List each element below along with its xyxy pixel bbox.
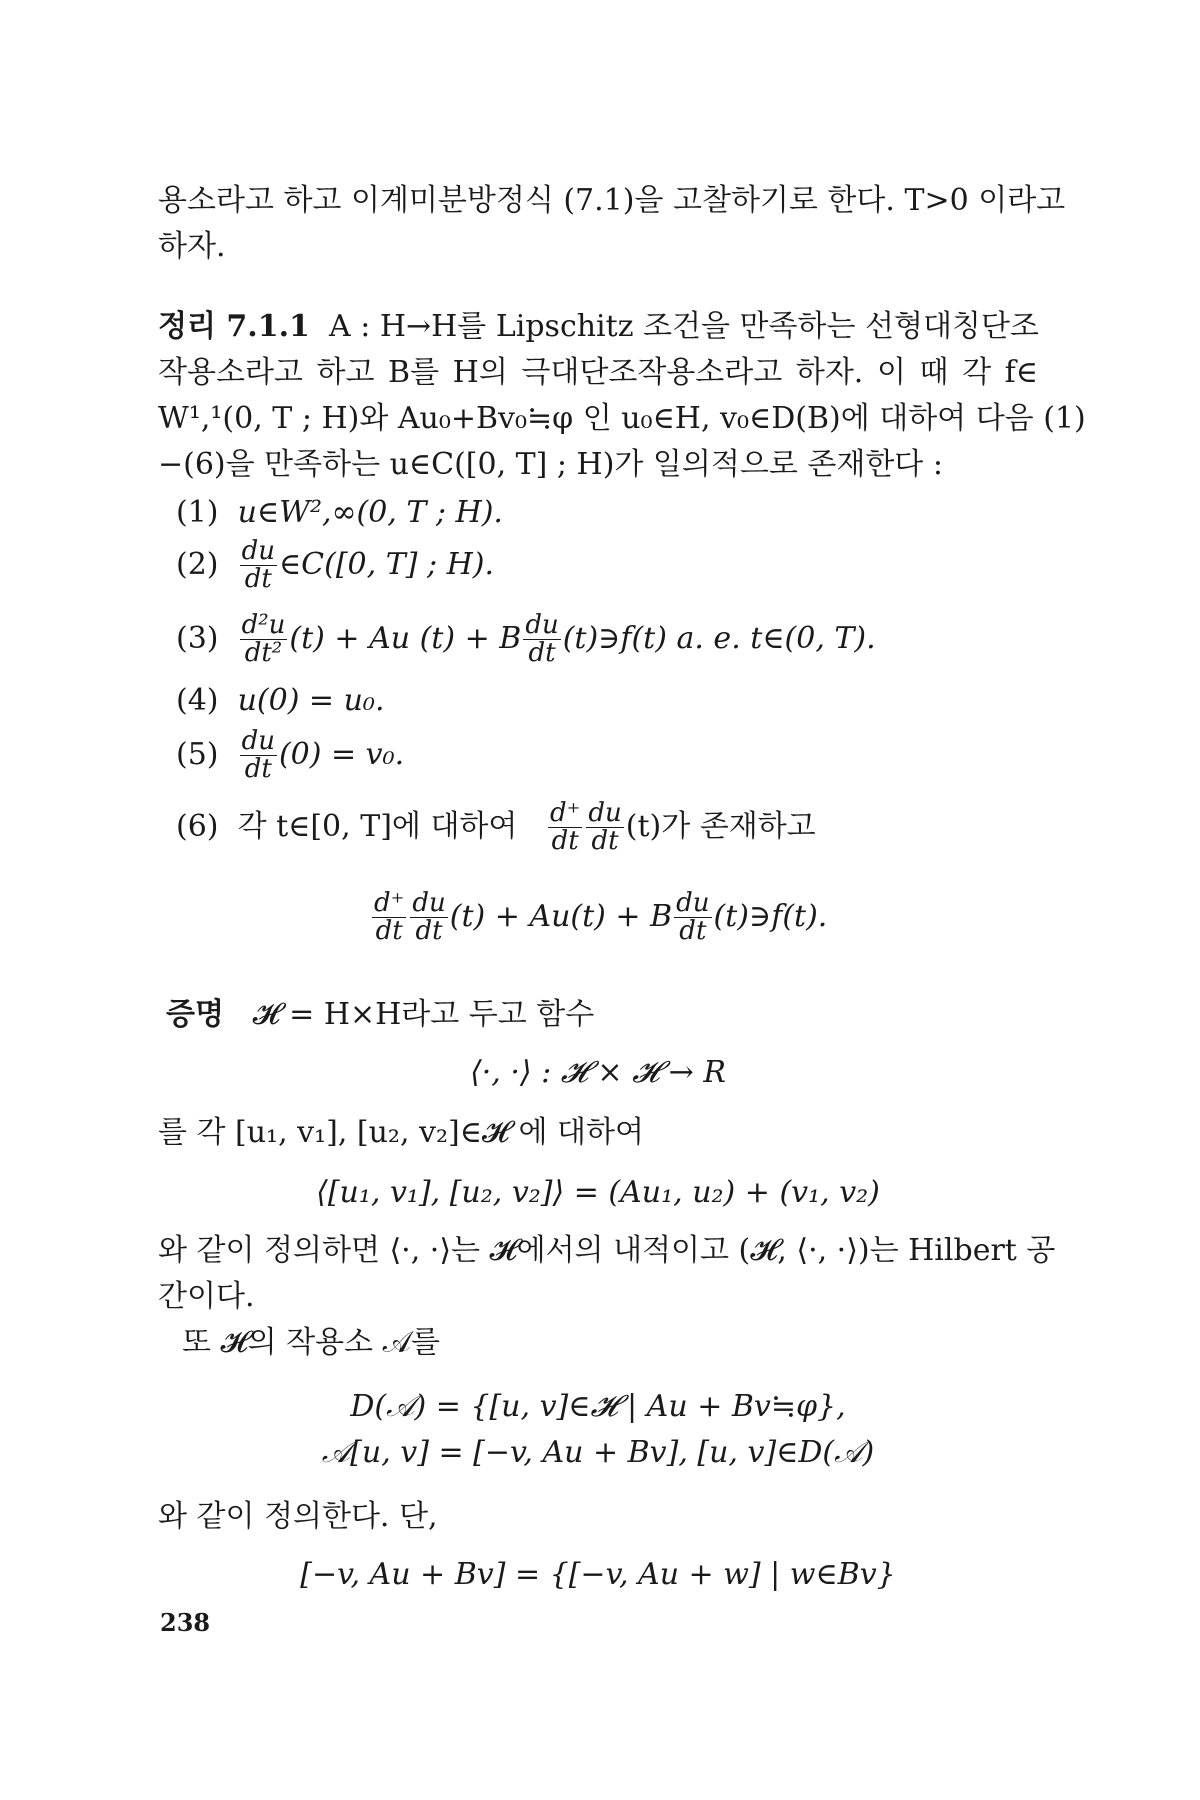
- item-2-rest: ∈C([0, T] ; H).: [278, 546, 494, 582]
- proof-equation-3: D(𝒜) = {[u, v]∈𝓗 | Au + Bv≒φ},: [350, 1389, 846, 1424]
- fraction-denominator: dt: [586, 827, 623, 855]
- item-2-number: (2): [176, 546, 219, 582]
- item-1-number: (1): [176, 495, 219, 530]
- item-1-body: u∈W²,∞(0, T ; H).: [237, 495, 503, 530]
- proof-equation-1: ⟨·, ·⟩ : 𝓗 × 𝓗 → R: [470, 1055, 726, 1090]
- item-2-fraction: [240, 538, 277, 594]
- item-2: [176, 538, 494, 594]
- theorem-line-1: [158, 304, 1038, 350]
- fraction-numerator: du: [525, 610, 559, 640]
- item-3-middle: (t) + Au (t) + B: [289, 620, 522, 656]
- fraction-numerator: d⁺: [374, 888, 405, 918]
- item-6-fraction-1: [548, 800, 582, 856]
- item-5-number: (5): [176, 736, 219, 772]
- fraction-numerator: du: [412, 888, 446, 918]
- fraction-numerator: du: [241, 536, 275, 566]
- item-6: [176, 800, 816, 856]
- item-5: [176, 728, 404, 784]
- item-5-rest: (0) = v₀.: [278, 736, 405, 772]
- fraction-denominator: dt: [674, 917, 711, 945]
- item-4-body: u(0) = u₀.: [237, 683, 385, 718]
- proof-line-1-text: 𝓗 = H×H라고 두고 함수: [252, 997, 595, 1032]
- fraction-numerator: d⁺: [550, 798, 581, 828]
- fraction-denominator: dt: [240, 565, 277, 593]
- item-4: [176, 683, 385, 718]
- item-6-eq-fraction-3: [674, 890, 711, 946]
- item-3-fraction-1: [240, 612, 288, 668]
- fraction-denominator: dt: [523, 639, 560, 667]
- fraction-denominator: dt: [548, 827, 582, 855]
- item-6-number: (6): [176, 808, 219, 844]
- fraction-numerator: d²u: [241, 610, 286, 640]
- item-3: [176, 612, 876, 668]
- theorem-line-4: −(6)을 만족하는 u∈C([0, T] ; H)가 일의적으로 존재한다 :: [158, 447, 943, 482]
- item-6-pre: 각 t∈[0, T]에 대하여: [237, 808, 518, 844]
- proof-equation-2: ⟨[u₁, v₁], [u₂, v₂]⟩ = (Au₁, u₂) + (v₁, v₂): [316, 1175, 880, 1210]
- fraction-numerator: du: [588, 798, 622, 828]
- theorem-line-3: W¹,¹(0, T ; H)와 Au₀+Bv₀≒φ 인 u₀∈H, v₀∈D(B)에 대하여 다음 (1): [158, 401, 1086, 436]
- proof-line-6: 와 같이 정의한다. 단,: [158, 1499, 438, 1534]
- theorem-line-1-text: A : H→H를 Lipschitz 조건을 만족하는 선형대칭단조: [329, 309, 1039, 344]
- item-4-number: (4): [176, 683, 219, 718]
- fraction-denominator: dt: [410, 917, 447, 945]
- proof-line-3: 와 같이 정의하면 ⟨·, ·⟩는 𝓗에서의 내적이고 (𝓗, ⟨·, ·⟩)는 Hilbert 공: [158, 1233, 1056, 1268]
- fraction-numerator: du: [241, 726, 275, 756]
- proof-line-4: 간이다.: [158, 1279, 255, 1314]
- proof-line-5: 또 𝓗의 작용소 𝒜를: [182, 1325, 440, 1360]
- item-6-eq-fraction-2: [410, 890, 447, 946]
- proof-label: 증명: [166, 997, 224, 1032]
- item-6-eq-middle: (t) + Au(t) + B: [449, 898, 673, 934]
- item-6-eq-rest: (t)∋f(t).: [713, 898, 828, 934]
- item-6-eq-fraction-1: [372, 890, 406, 946]
- proof-line-2: 를 각 [u₁, v₁], [u₂, v₂]∈𝓗 에 대하여: [158, 1115, 644, 1150]
- page-number: 238: [160, 1608, 211, 1637]
- fraction-denominator: dt²: [240, 639, 288, 667]
- item-3-number: (3): [176, 620, 219, 656]
- theorem-line-2: 작용소라고 하고 B를 H의 극대단조작용소라고 하자. 이 때 각 f∈: [158, 355, 1038, 390]
- fraction-denominator: dt: [240, 755, 277, 783]
- fraction-denominator: dt: [372, 917, 406, 945]
- item-3-rest: (t)∋f(t) a. e. t∈(0, T).: [562, 620, 876, 656]
- item-3-fraction-2: [523, 612, 560, 668]
- theorem-label: 정리 7.1.1: [158, 309, 310, 344]
- item-6-fraction-2: [586, 800, 623, 856]
- item-1: [176, 495, 503, 530]
- proof-equation-4: 𝒜[u, v] = [−v, Au + Bv], [u, v]∈D(𝒜): [321, 1435, 875, 1470]
- proof-equation-5: [−v, Au + Bv] = {[−v, Au + w] | w∈Bv}: [300, 1557, 896, 1592]
- proof-line-1: [166, 992, 1046, 1038]
- intro-line-1: 용소라고 하고 이계미분방정식 (7.1)을 고찰하기로 한다. T>0 이라고: [158, 183, 1066, 218]
- fraction-numerator: du: [676, 888, 710, 918]
- intro-line-2: 하자.: [158, 229, 226, 264]
- item-5-fraction: [240, 728, 277, 784]
- item-6-equation: [370, 890, 827, 946]
- item-6-rest: (t)가 존재하고: [625, 808, 816, 844]
